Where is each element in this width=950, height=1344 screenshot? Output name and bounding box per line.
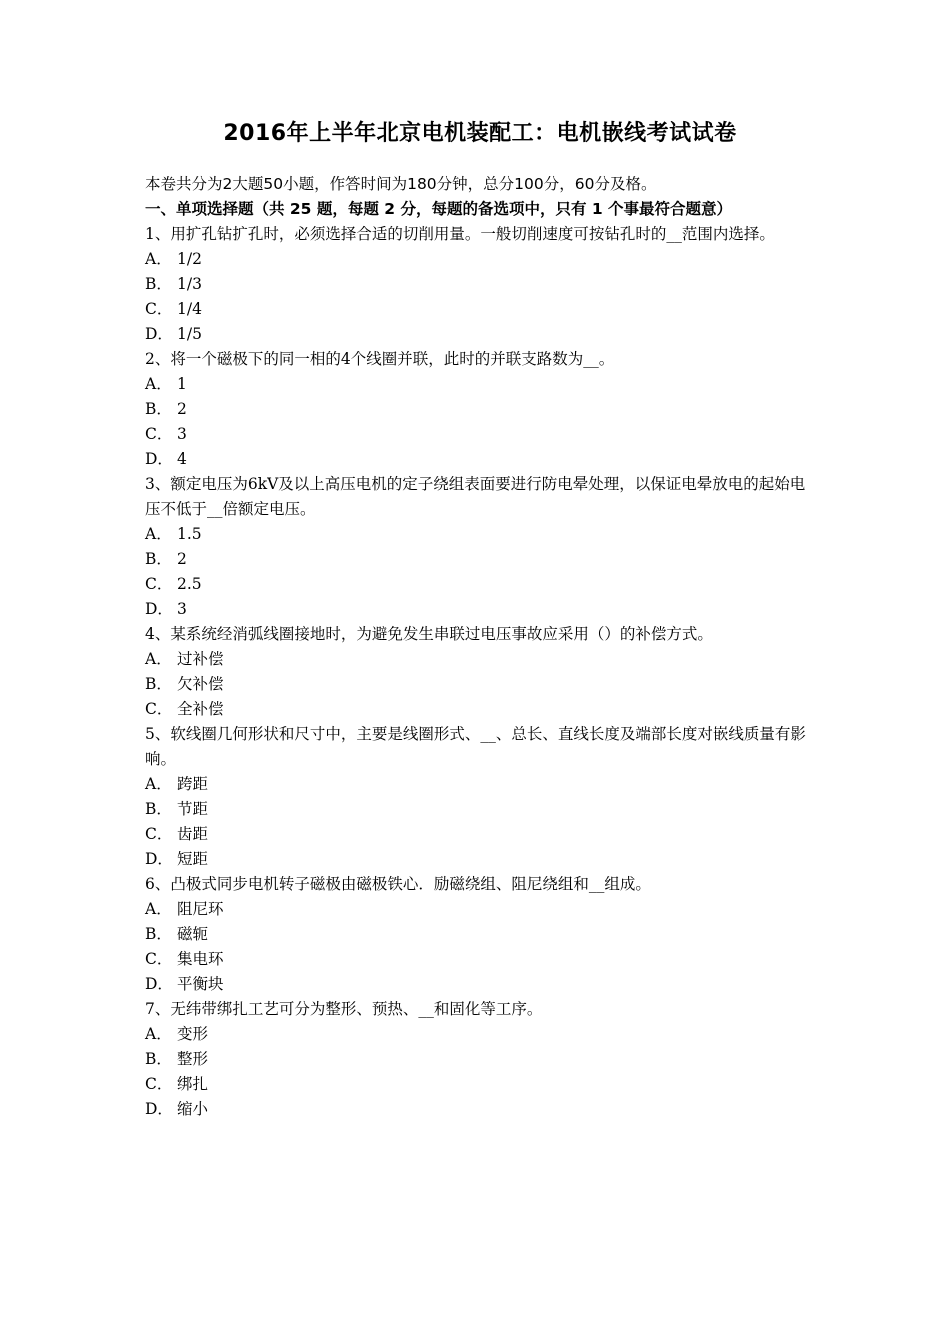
option-text: 过补偿 [177,650,224,668]
option-text: 短距 [177,850,209,868]
option-letter: B． [145,400,172,418]
option-text: 整形 [177,1050,209,1068]
answer-option [145,1022,815,1047]
question-5 [145,722,815,872]
option-letter: C． [145,825,173,843]
question-stem: 5、软线圈几何形状和尺寸中，主要是线圈形式、__、总长、直线长度及端部长度对嵌线质量有影响。 [145,725,806,768]
option-text: 2.5 [177,575,202,593]
question-list [145,222,815,1122]
option-text: 欠补偿 [177,675,224,693]
option-text: 1 [177,375,187,393]
question-1 [145,222,815,347]
exam-intro: 本卷共分为2大题50小题，作答时间为180分钟，总分100分，60分及格。 [145,175,657,193]
answer-option [145,672,815,697]
answer-option [145,397,815,422]
option-letter: B． [145,800,172,818]
answer-option [145,247,815,272]
option-text: 集电环 [177,950,224,968]
option-text: 磁轭 [177,925,209,943]
option-text: 1/3 [177,275,202,293]
option-letter: C． [145,300,173,318]
answer-option [145,947,815,972]
answer-option [145,1072,815,1097]
option-text: 阻尼环 [177,900,224,918]
option-letter: A． [145,775,172,793]
option-letter: D． [145,1100,173,1118]
option-letter: D． [145,850,173,868]
option-letter: A． [145,1025,172,1043]
answer-option [145,422,815,447]
answer-option [145,772,815,797]
answer-option [145,1097,815,1122]
answer-option [145,847,815,872]
option-letter: D． [145,600,173,618]
option-letter: A． [145,375,172,393]
question-2 [145,347,815,472]
option-letter: B． [145,675,172,693]
answer-option [145,547,815,572]
option-letter: A． [145,250,172,268]
answer-option [145,322,815,347]
answer-option [145,572,815,597]
question-stem: 6、凸极式同步电机转子磁极由磁极铁心．励磁绕组、阻尼绕组和__组成。 [145,875,651,893]
question-stem: 7、无纬带绑扎工艺可分为整形、预热、__和固化等工序。 [145,1000,543,1018]
document-title: 2016年上半年北京电机装配工：电机嵌线考试试卷 [223,121,737,146]
answer-option [145,447,815,472]
answer-option [145,972,815,997]
option-text: 1.5 [177,525,202,543]
option-letter: C． [145,425,173,443]
answer-option [145,522,815,547]
question-stem: 3、额定电压为6kV及以上高压电机的定子绕组表面要进行防电晕处理，以保证电晕放电的起始电压不低于__倍额定电压。 [145,475,806,518]
answer-option [145,897,815,922]
option-text: 全补偿 [177,700,224,718]
option-letter: C． [145,950,173,968]
option-text: 1/5 [177,325,202,343]
question-3 [145,472,815,622]
answer-option [145,297,815,322]
question-stem: 2、将一个磁极下的同一相的4个线圈并联，此时的并联支路数为__。 [145,350,615,368]
option-text: 齿距 [177,825,209,843]
exam-page [145,118,815,1122]
option-letter: C． [145,575,173,593]
option-letter: A． [145,900,172,918]
option-letter: D． [145,450,173,468]
section-heading: 一、单项选择题（共 25 题，每题 2 分，每题的备选项中，只有 1 个事最符合题意） [145,200,733,218]
option-text: 3 [177,600,187,618]
question-stem: 1、用扩孔钻扩孔时，必须选择合适的切削用量。一般切削速度可按钻孔时的__范围内选择。 [145,225,775,243]
option-letter: B． [145,925,172,943]
option-text: 1/4 [177,300,202,318]
answer-option [145,822,815,847]
option-text: 2 [177,550,187,568]
option-text: 2 [177,400,187,418]
answer-option [145,372,815,397]
option-letter: C． [145,1075,173,1093]
option-text: 1/2 [177,250,202,268]
question-4 [145,622,815,722]
answer-option [145,597,815,622]
option-text: 3 [177,425,187,443]
option-text: 绑扎 [177,1075,209,1093]
option-letter: D． [145,325,173,343]
option-letter: A． [145,650,172,668]
option-letter: B． [145,550,172,568]
option-letter: C． [145,700,173,718]
answer-option [145,697,815,722]
option-letter: B． [145,1050,172,1068]
question-6 [145,872,815,997]
answer-option [145,797,815,822]
question-7 [145,997,815,1122]
option-text: 缩小 [177,1100,209,1118]
answer-option [145,1047,815,1072]
answer-option [145,922,815,947]
option-text: 节距 [177,800,209,818]
option-text: 变形 [177,1025,209,1043]
option-letter: B． [145,275,172,293]
answer-option [145,272,815,297]
option-text: 跨距 [177,775,209,793]
option-letter: D． [145,975,173,993]
option-letter: A． [145,525,172,543]
question-stem: 4、某系统经消弧线圈接地时，为避免发生串联过电压事故应采用（）的补偿方式。 [145,625,713,643]
option-text: 4 [177,450,187,468]
answer-option [145,647,815,672]
option-text: 平衡块 [177,975,224,993]
